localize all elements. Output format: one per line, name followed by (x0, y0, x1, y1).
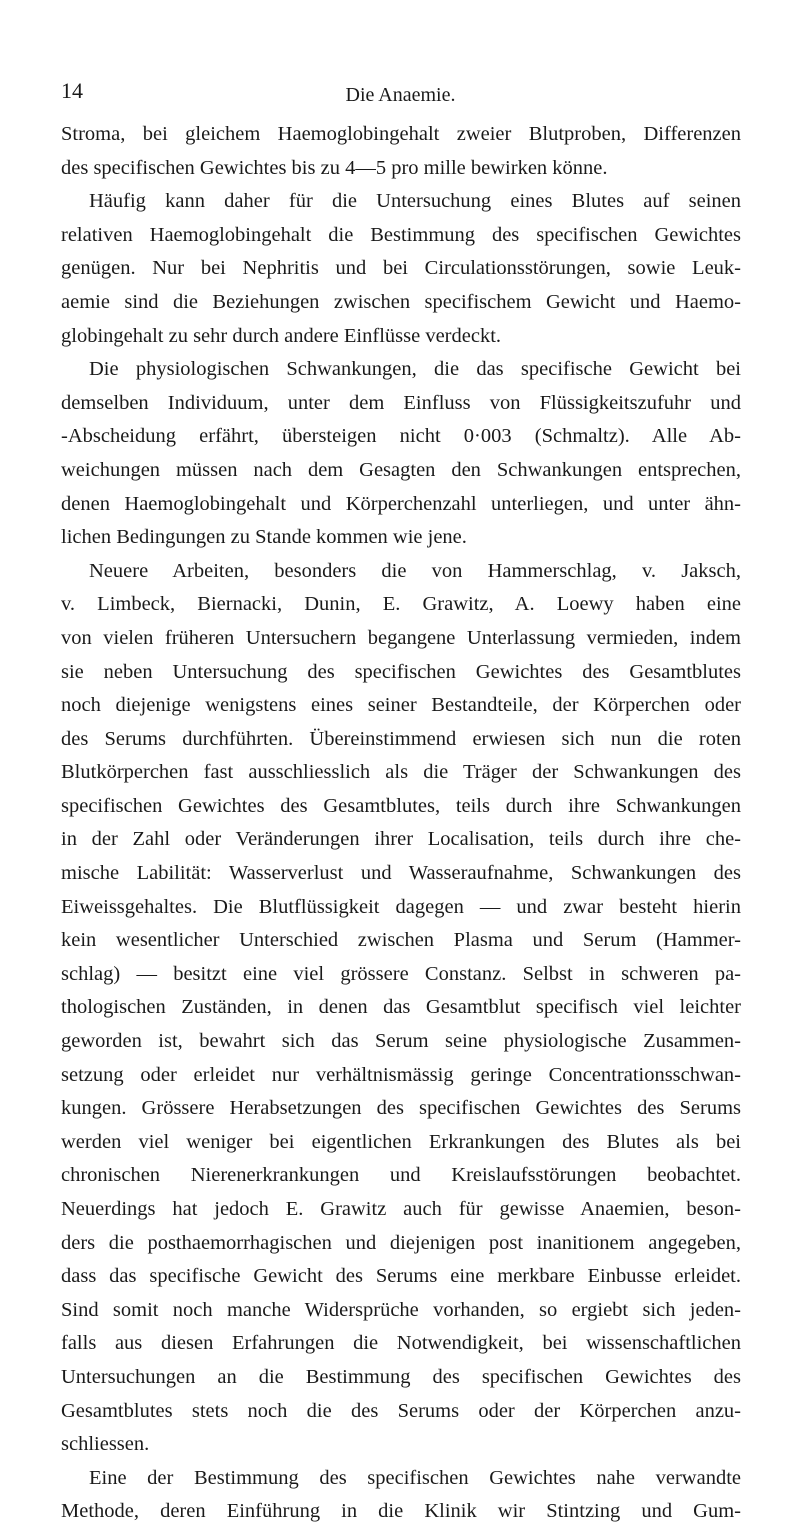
text-line: Methode, deren Einführung in die Klinik wir Stintzing und Gum- (61, 1500, 741, 1523)
text-line: Eine der Bestimmung des specifischen Gewichtes nahe verwandte (89, 1466, 741, 1489)
text-line: von vielen früheren Untersuchern begangene Unterlassung vermieden, indem (61, 626, 741, 649)
text-line: chronischen Nierenerkrankungen und Kreislaufsstörungen beobachtet. (61, 1164, 741, 1187)
text-line: aemie sind die Beziehungen zwischen specifischem Gewicht und Haemo- (61, 290, 741, 313)
text-line: mische Labilität: Wasserverlust und Wasseraufnahme, Schwankungen des (61, 862, 741, 885)
text-line: lichen Bedingungen zu Stande kommen wie jene. (61, 526, 467, 549)
text-line: genügen. Nur bei Nephritis und bei Circulationsstörungen, sowie Leuk- (61, 257, 741, 280)
text-line: kungen. Grössere Herabsetzungen des specifischen Gewichtes des Serums (61, 1097, 741, 1120)
text-line: werden viel weniger bei eigentlichen Erkrankungen des Blutes als bei (61, 1130, 741, 1153)
text-line: ders die posthaemorrhagischen und diejenigen post inanitionem angegeben, (61, 1231, 741, 1254)
text-line: kein wesentlicher Unterschied zwischen Plasma und Serum (Hammer- (61, 929, 741, 952)
page-number: 14 (61, 78, 83, 103)
text-line: Untersuchungen an die Bestimmung des specifischen Gewichtes des (61, 1365, 741, 1388)
text-line: des Serums durchführten. Übereinstimmend erwiesen sich nun die roten (61, 727, 741, 750)
text-line: Eiweissgehaltes. Die Blutflüssigkeit dagegen — und zwar besteht hierin (61, 895, 741, 918)
text-line: in der Zahl oder Veränderungen ihrer Localisation, teils durch ihre che- (61, 828, 741, 851)
text-line: noch diejenige wenigstens eines seiner Bestandteile, der Körperchen oder (61, 694, 741, 717)
text-line: dass das specifische Gewicht des Serums eine merkbare Einbusse erleidet. (61, 1265, 741, 1288)
text-line: Gesamtblutes stets noch die des Serums oder der Körperchen anzu- (61, 1399, 741, 1422)
text-line: setzung oder erleidet nur verhältnismässig geringe Concentrationsschwan- (61, 1063, 741, 1086)
text-line: schliessen. (61, 1433, 150, 1456)
text-line: sie neben Untersuchung des specifischen Gewichtes des Gesamtblutes (61, 660, 741, 683)
text-line: denen Haemoglobingehalt und Körperchenzahl unterliegen, und unter ähn- (61, 492, 741, 515)
text-line: Häufig kann daher für die Untersuchung eines Blutes auf seinen (89, 190, 741, 213)
text-line: demselben Individuum, unter dem Einfluss von Flüssigkeitszufuhr und (61, 391, 741, 414)
text-line: schlag) — besitzt eine viel grössere Constanz. Selbst in schweren pa- (61, 962, 741, 985)
text-line: Neuere Arbeiten, besonders die von Hammerschlag, v. Jaksch, (89, 559, 741, 582)
text-line: Sind somit noch manche Widersprüche vorhanden, so ergiebt sich jeden- (61, 1298, 741, 1321)
text-line: weichungen müssen nach dem Gesagten den Schwankungen entsprechen, (61, 458, 741, 481)
text-line: falls aus diesen Erfahrungen die Notwendigkeit, bei wissenschaftlichen (61, 1332, 741, 1355)
text-line: Neuerdings hat jedoch E. Grawitz auch für gewisse Anaemien, beson- (61, 1198, 741, 1220)
text-line: des specifischen Gewichtes bis zu 4—5 pro mille bewirken könne. (61, 156, 608, 179)
running-title: Die Anaemie. (345, 84, 456, 106)
text-line: -Abscheidung erfährt, übersteigen nicht 0·003 (Schmaltz). Alle Ab- (61, 425, 741, 448)
text-line: thologischen Zuständen, in denen das Gesamtblut specifisch viel leichter (61, 996, 741, 1019)
text-line: v. Limbeck, Biernacki, Dunin, E. Grawitz, A. Loewy haben eine (61, 593, 741, 616)
body-text (61, 118, 741, 1529)
text-line: Die physiologischen Schwankungen, die das specifische Gewicht bei (89, 358, 741, 381)
text-line: specifischen Gewichtes des Gesamtblutes, teils durch ihre Schwankungen (61, 794, 741, 817)
text-line: relativen Haemoglobingehalt die Bestimmung des specifischen Gewichtes (61, 223, 741, 246)
text-line: geworden ist, bewahrt sich das Serum seine physiologische Zusammen- (61, 1030, 741, 1053)
text-line: globingehalt zu sehr durch andere Einflüsse verdeckt. (61, 324, 502, 347)
text-line: Blutkörperchen fast ausschliesslich als die Träger der Schwankungen des (61, 761, 741, 784)
text-line: Stroma, bei gleichem Haemoglobingehalt zweier Blutproben, Differenzen (61, 123, 741, 145)
